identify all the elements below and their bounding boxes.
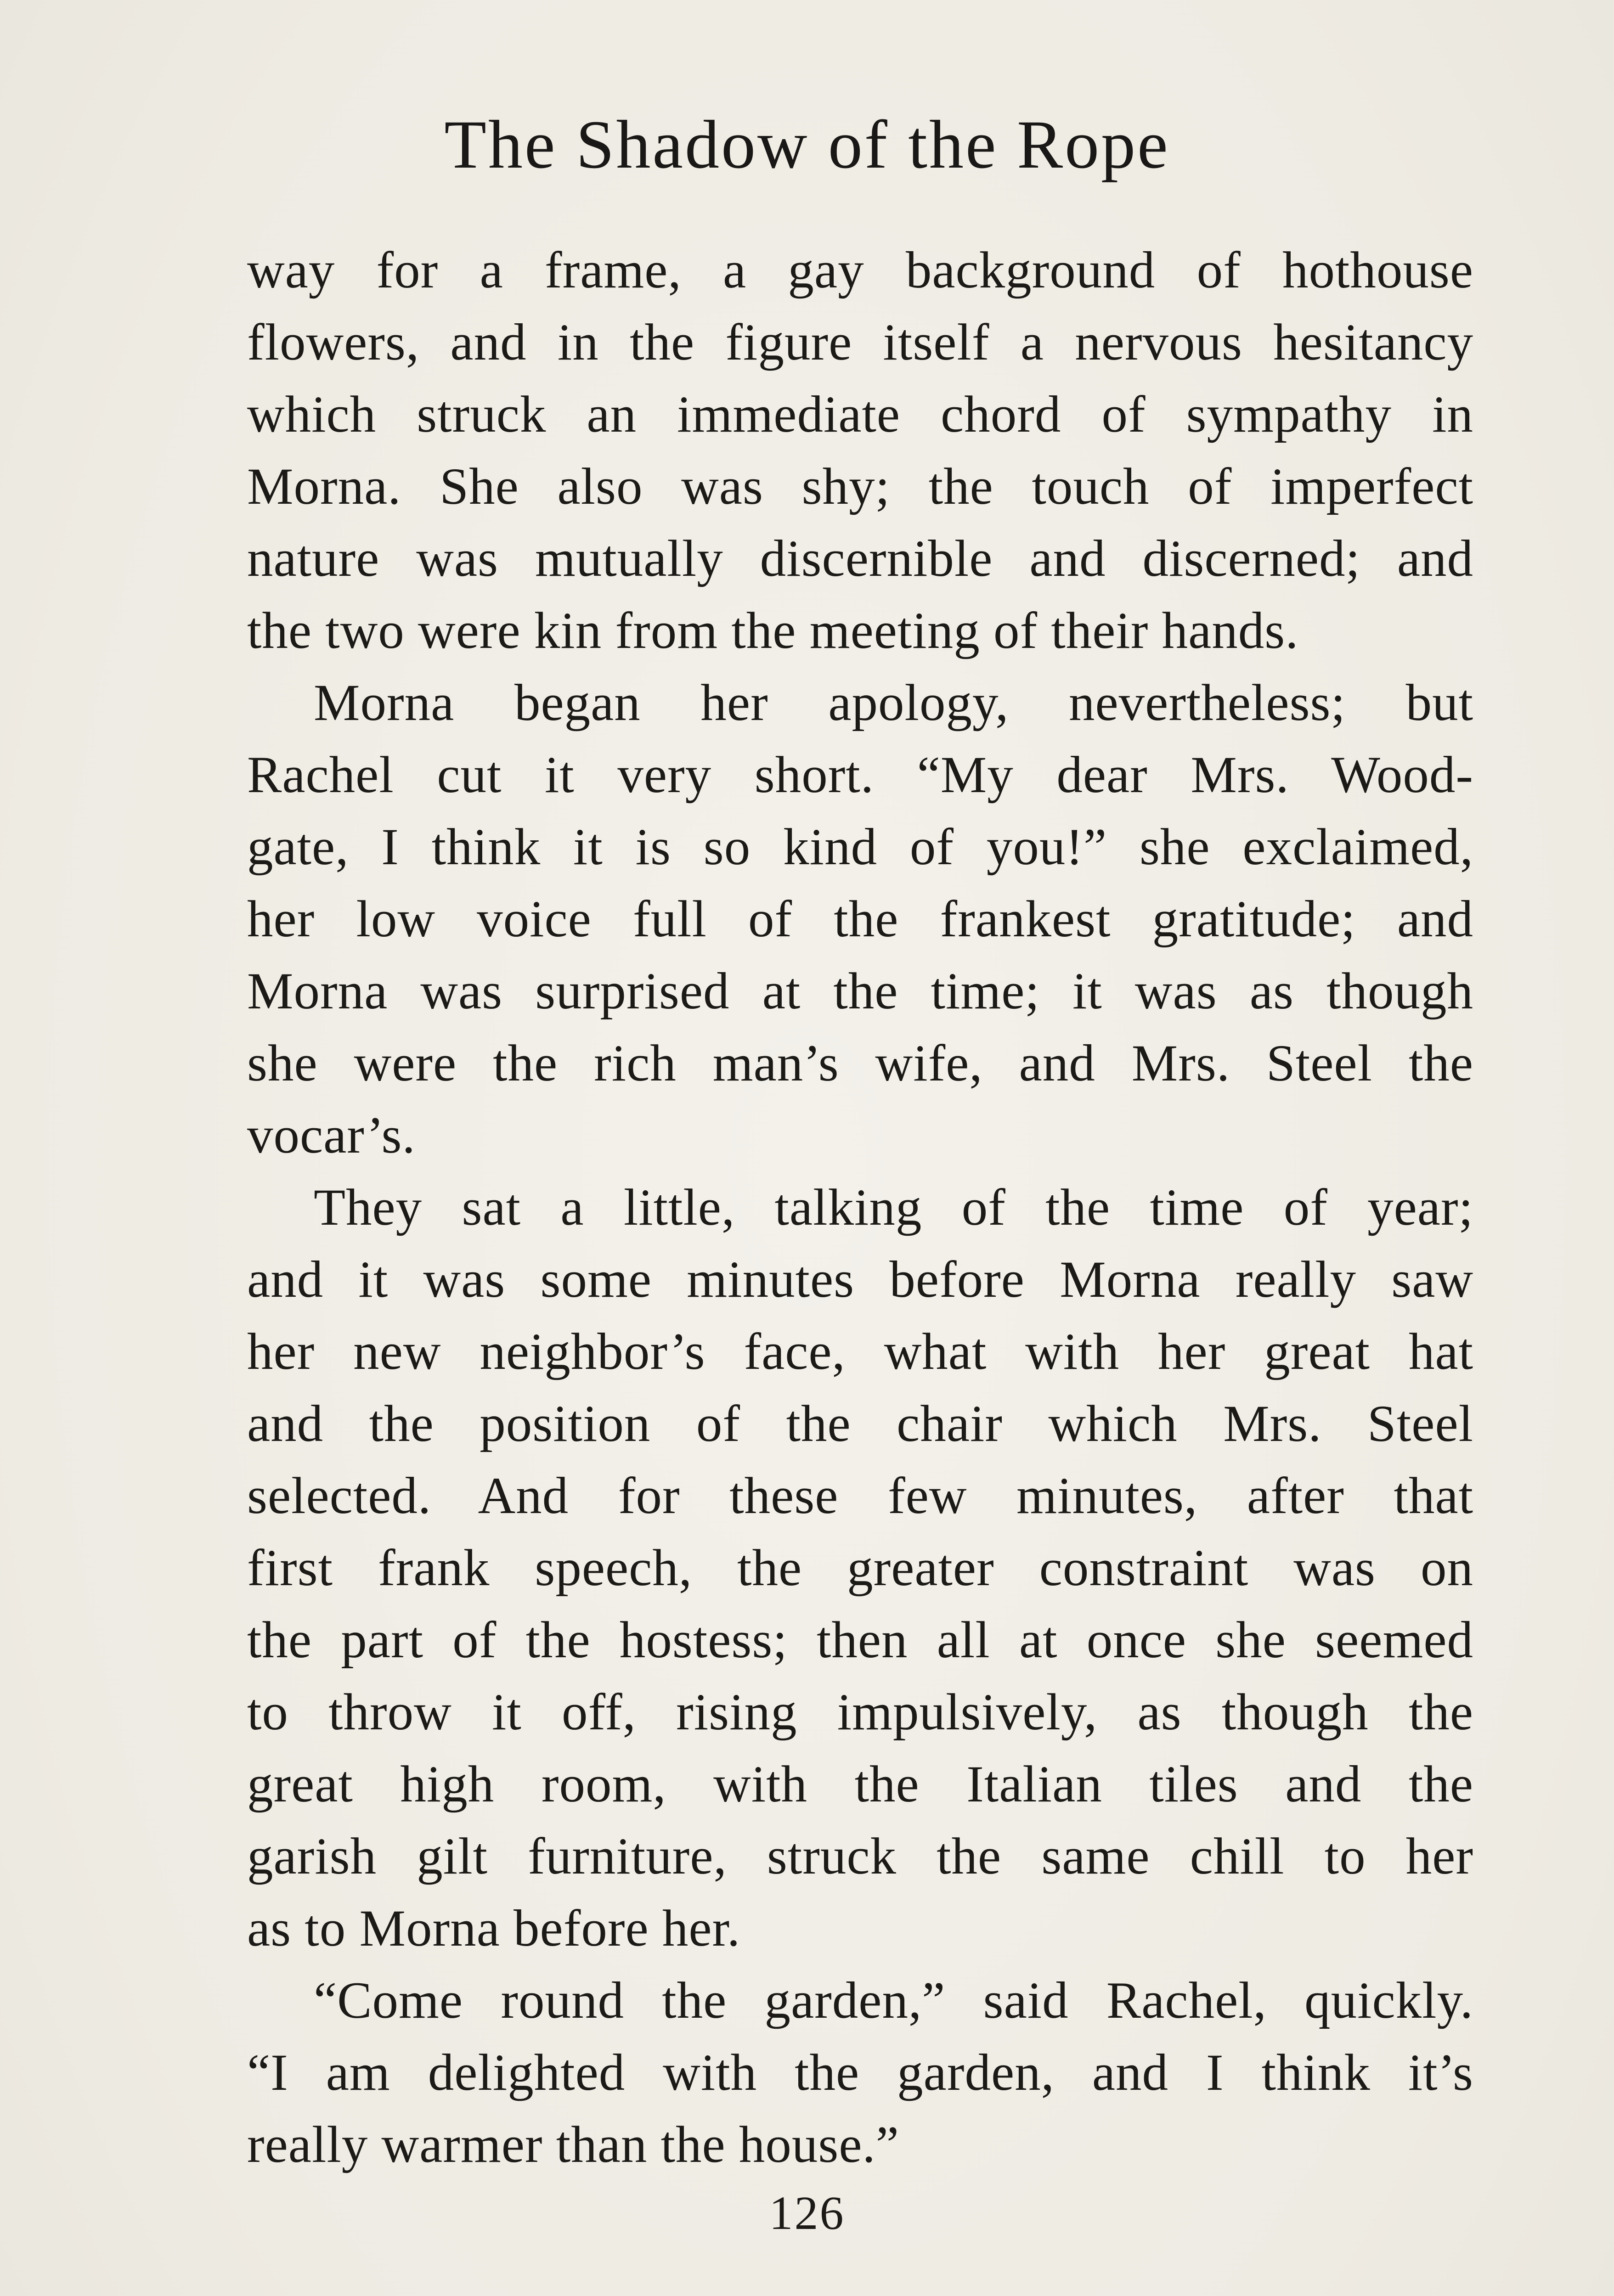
text-line: way for a frame, a gay background of hothouse — [247, 242, 1473, 299]
body-text — [247, 234, 1473, 2181]
text-line: great high room, with the Italian tiles and the — [247, 1756, 1473, 1813]
text-line: her low voice full of the frankest gratitude; and — [247, 890, 1473, 948]
text-line: nature was mutually discernible and discerned; and — [247, 530, 1473, 587]
page-number: 126 — [769, 2187, 845, 2240]
text-line: Morna was surprised at the time; it was as though — [247, 962, 1473, 1020]
text-line: and the position of the chair which Mrs. Steel — [247, 1395, 1473, 1452]
text-line: vocar’s. — [247, 1107, 416, 1164]
text-line: Rachel cut it very short. “My dear Mrs. Wood- — [247, 746, 1473, 804]
text-line: They sat a little, talking of the time of year; — [314, 1179, 1473, 1236]
text-line: Morna. She also was shy; the touch of imperfect — [247, 458, 1473, 515]
text-line: which struck an immediate chord of sympathy in — [247, 386, 1473, 443]
text-line: as to Morna before her. — [247, 1900, 741, 1957]
text-line: “Come round the garden,” said Rachel, quickly. — [314, 1972, 1473, 2029]
text-line: she were the rich man’s wife, and Mrs. Steel the — [247, 1035, 1473, 1092]
text-line: gate, I think it is so kind of you!” she exclaimed, — [247, 818, 1473, 876]
text-line: her new neighbor’s face, what with her great hat — [247, 1323, 1473, 1380]
running-title: The Shadow of the Rope — [444, 107, 1170, 183]
text-line: and it was some minutes before Morna really saw — [247, 1251, 1473, 1308]
text-line: flowers, and in the figure itself a nervous hesitancy — [247, 314, 1473, 371]
text-line: the part of the hostess; then all at once she seemed — [247, 1611, 1473, 1669]
text-line: selected. And for these few minutes, after that — [247, 1467, 1473, 1525]
text-line: to throw it off, rising impulsively, as though the — [247, 1683, 1473, 1741]
text-line: “I am delighted with the garden, and I think it’s — [247, 2044, 1473, 2101]
text-line: garish gilt furniture, struck the same chill to her — [247, 1828, 1473, 1885]
text-line: the two were kin from the meeting of their hands. — [247, 602, 1299, 659]
text-line: first frank speech, the greater constraint was on — [247, 1539, 1473, 1597]
text-line: really warmer than the house.” — [247, 2116, 899, 2173]
text-line: Morna began her apology, nevertheless; but — [314, 674, 1473, 732]
